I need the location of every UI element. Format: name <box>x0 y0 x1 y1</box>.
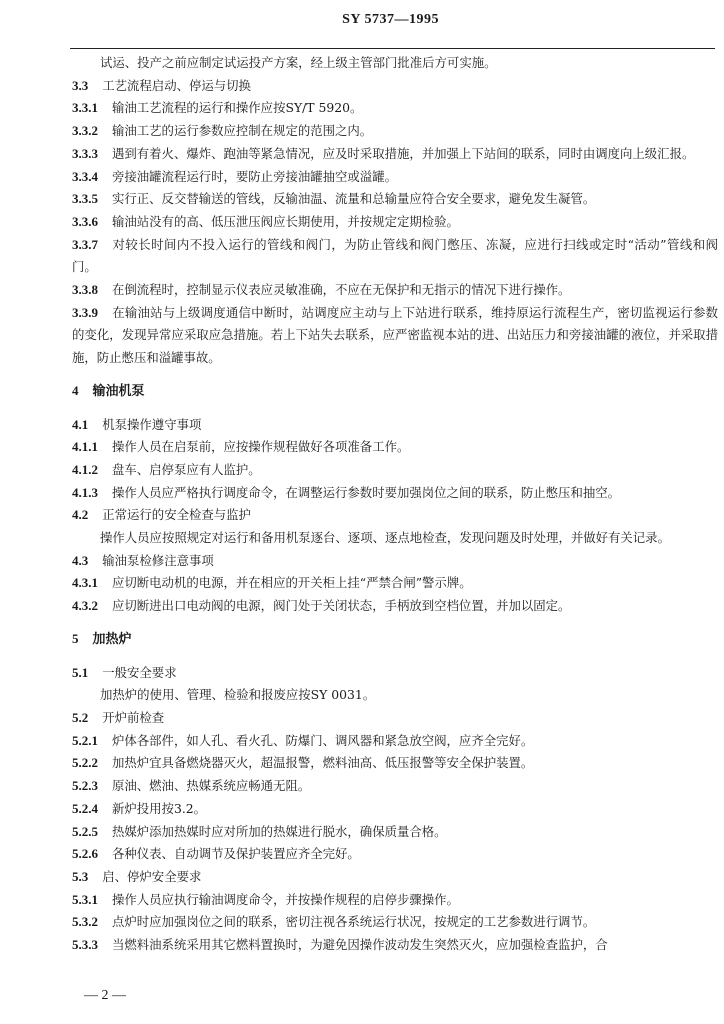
clause <box>72 482 718 505</box>
clause-text: 在倒流程时，控制显示仪表应灵敏准确，不应在无保护和无指示的情况下进行操作。 <box>112 282 571 298</box>
clause-text: 热媒炉添加热媒时应对所加的热媒进行脱水，确保质量合格。 <box>112 823 447 839</box>
clause-number: 5.1 <box>72 664 89 680</box>
document-body <box>72 52 718 957</box>
clause <box>72 662 718 685</box>
clause-number: 3.3.3 <box>72 145 98 161</box>
clause-number: 5.2.2 <box>72 755 98 771</box>
clause-text: 操作人员应执行输油调度命令，并按操作规程的启停步骤操作。 <box>112 891 459 907</box>
clause-text: 操作人员在启泵前，应按操作规程做好各项准备工作。 <box>112 439 410 455</box>
clause-number: 3.3.9 <box>72 304 98 320</box>
clause <box>72 730 718 753</box>
clause-text: 实行正、反交替输送的管线，反输油温、流量和总输量应符合安全要求，避免发生凝管。 <box>112 191 596 207</box>
clause-text: 对较长时间内不投入运行的管线和阀门，为防止管线和阀门憋压、冻凝，应进行扫线或定时“活动”管线和阀门。 <box>72 236 718 275</box>
clause-number: 3.3.5 <box>72 191 98 207</box>
clause-text: 启、停炉安全要求 <box>102 868 202 884</box>
paragraph <box>72 527 718 550</box>
clause-number: 5.3.2 <box>72 914 98 930</box>
clause-number: 3.3.4 <box>72 168 98 184</box>
clause <box>72 707 718 730</box>
clause-text: 新炉投用按3.2。 <box>112 800 207 816</box>
clause <box>72 279 718 302</box>
clause-text: 在输油站与上级调度通信中断时，站调度应主动与上下站进行联系，维持原运行流程生产，密切监视运行参数的变化，发现异常应采取应急措施。若上下站失去联系，应严密监视本站的进、出站压力和旁接油罐的液位，并采取措施，防止憋压和溢罐事故。 <box>72 304 718 366</box>
clause <box>72 821 718 844</box>
clause-number: 3.3.7 <box>72 236 98 252</box>
clause <box>72 234 718 279</box>
clause-text: 输油工艺流程的运行和操作应按SY/T 5920。 <box>112 100 363 116</box>
clause-number: 5.2 <box>72 709 89 725</box>
clause <box>72 775 718 798</box>
clause <box>72 459 718 482</box>
clause-number: 5 <box>72 630 79 646</box>
clause-number: 4.3.2 <box>72 598 98 614</box>
clause <box>72 143 718 166</box>
clause <box>72 550 718 573</box>
clause-text: 开炉前检查 <box>102 709 165 725</box>
clause <box>72 166 718 189</box>
clause-text: 加热炉宜具备燃烧器灭火，超温报警，燃料油高、低压报警等安全保护装置。 <box>112 755 534 771</box>
clause-text: 加热炉 <box>92 631 132 647</box>
paragraph <box>72 684 718 707</box>
clause-text: 旁接油罐流程运行时，要防止旁接油罐抽空或溢罐。 <box>112 168 397 184</box>
clause-number: 4.1.3 <box>72 484 98 500</box>
clause-number: 5.2.4 <box>72 800 98 816</box>
clause <box>72 302 718 370</box>
clause-text: 当燃料油系统采用其它燃料置换时，为避免因操作波动发生突然灭火，应加强检查监护，合 <box>112 937 608 953</box>
clause-text: 操作人员应严格执行调度命令，在调整运行参数时要加强岗位之间的联系，防止憋压和抽空。 <box>112 484 621 500</box>
clause-text: 原油、燃油、热媒系统应畅通无阻。 <box>112 778 311 794</box>
clause <box>72 120 718 143</box>
clause-number: 4.3 <box>72 552 89 568</box>
clause <box>72 934 718 957</box>
clause <box>72 414 718 437</box>
clause <box>72 595 718 618</box>
clause <box>72 504 718 527</box>
page-header <box>70 8 715 49</box>
clause <box>72 843 718 866</box>
clause <box>72 211 718 234</box>
clause-text: 点炉时应加强岗位之间的联系，密切注视各系统运行状况，按规定的工艺参数进行调节。 <box>112 914 596 930</box>
clause-number: 3.3.2 <box>72 123 98 139</box>
clause <box>72 188 718 211</box>
clause-text: 一般安全要求 <box>102 664 177 680</box>
clause-number: 3.3.1 <box>72 100 98 116</box>
clause <box>72 798 718 821</box>
clause-number: 4.1.1 <box>72 439 98 455</box>
clause <box>72 889 718 912</box>
clause <box>72 97 718 120</box>
clause-text: 试运、投产之前应制定试运投产方案，经上级主管部门批准后方可实施。 <box>100 55 497 70</box>
clause-text: 遇到有着火、爆炸、跑油等紧急情况，应及时采取措施，并加强上下站间的联系，同时由调度向上级汇报。 <box>112 145 695 161</box>
section-heading <box>72 628 718 652</box>
clause <box>72 572 718 595</box>
section-heading <box>72 380 718 404</box>
clause-number: 4.1 <box>72 416 89 432</box>
clause <box>72 911 718 934</box>
clause-number: 5.3.3 <box>72 937 98 953</box>
page-number: — 2 — <box>84 988 126 1003</box>
clause-number: 3.3.6 <box>72 213 98 229</box>
clause-number: 5.2.1 <box>72 732 98 748</box>
clause-text: 应切断进出口电动阀的电源，阀门处于关闭状态，手柄放到空档位置，并加以固定。 <box>112 598 571 614</box>
clause-number: 4 <box>72 382 79 398</box>
clause-text: 输油泵检修注意事项 <box>102 552 214 568</box>
clause-text: 正常运行的安全检查与监护 <box>102 507 251 523</box>
clause <box>72 436 718 459</box>
clause-text: 机泵操作遵守事项 <box>102 416 202 432</box>
clause-number: 3.3 <box>72 77 89 93</box>
clause-number: 5.2.6 <box>72 846 98 862</box>
clause-text: 盘车、启停泵应有人监护。 <box>112 461 261 477</box>
clause-number: 4.2 <box>72 507 89 523</box>
paragraph <box>72 52 718 75</box>
clause-text: 炉体各部件，如人孔、看火孔、防爆门、调风器和紧急放空阀，应齐全完好。 <box>112 732 534 748</box>
clause-number: 4.1.2 <box>72 461 98 477</box>
clause-number: 5.3.1 <box>72 891 98 907</box>
clause <box>72 866 718 889</box>
clause-number: 4.3.1 <box>72 575 98 591</box>
standard-code: SY 5737—1995 <box>342 12 439 27</box>
clause-number: 3.3.8 <box>72 282 98 298</box>
clause-text: 输油工艺的运行参数应控制在规定的范围之内。 <box>112 123 373 139</box>
clause-number: 5.3 <box>72 868 89 884</box>
clause-number: 5.2.3 <box>72 778 98 794</box>
clause-text: 输油站没有的高、低压泄压阀应长期使用，并按规定定期检验。 <box>112 213 459 229</box>
clause <box>72 752 718 775</box>
clause-number: 5.2.5 <box>72 823 98 839</box>
clause <box>72 75 718 98</box>
clause-text: 操作人员应按照规定对运行和备用机泵逐台、逐项、逐点地检查，发现问题及时处理，并做好有关记录。 <box>100 530 670 546</box>
clause-text: 工艺流程启动、停运与切换 <box>102 77 251 93</box>
clause-text: 应切断电动机的电源，并在相应的开关柜上挂“严禁合闸”警示牌。 <box>112 575 472 591</box>
clause-text: 加热炉的使用、管理、检验和报废应按SY 0031。 <box>100 687 376 703</box>
clause-text: 输油机泵 <box>92 383 145 399</box>
clause-text: 各种仪表、自动调节及保护装置应齐全完好。 <box>112 846 360 862</box>
